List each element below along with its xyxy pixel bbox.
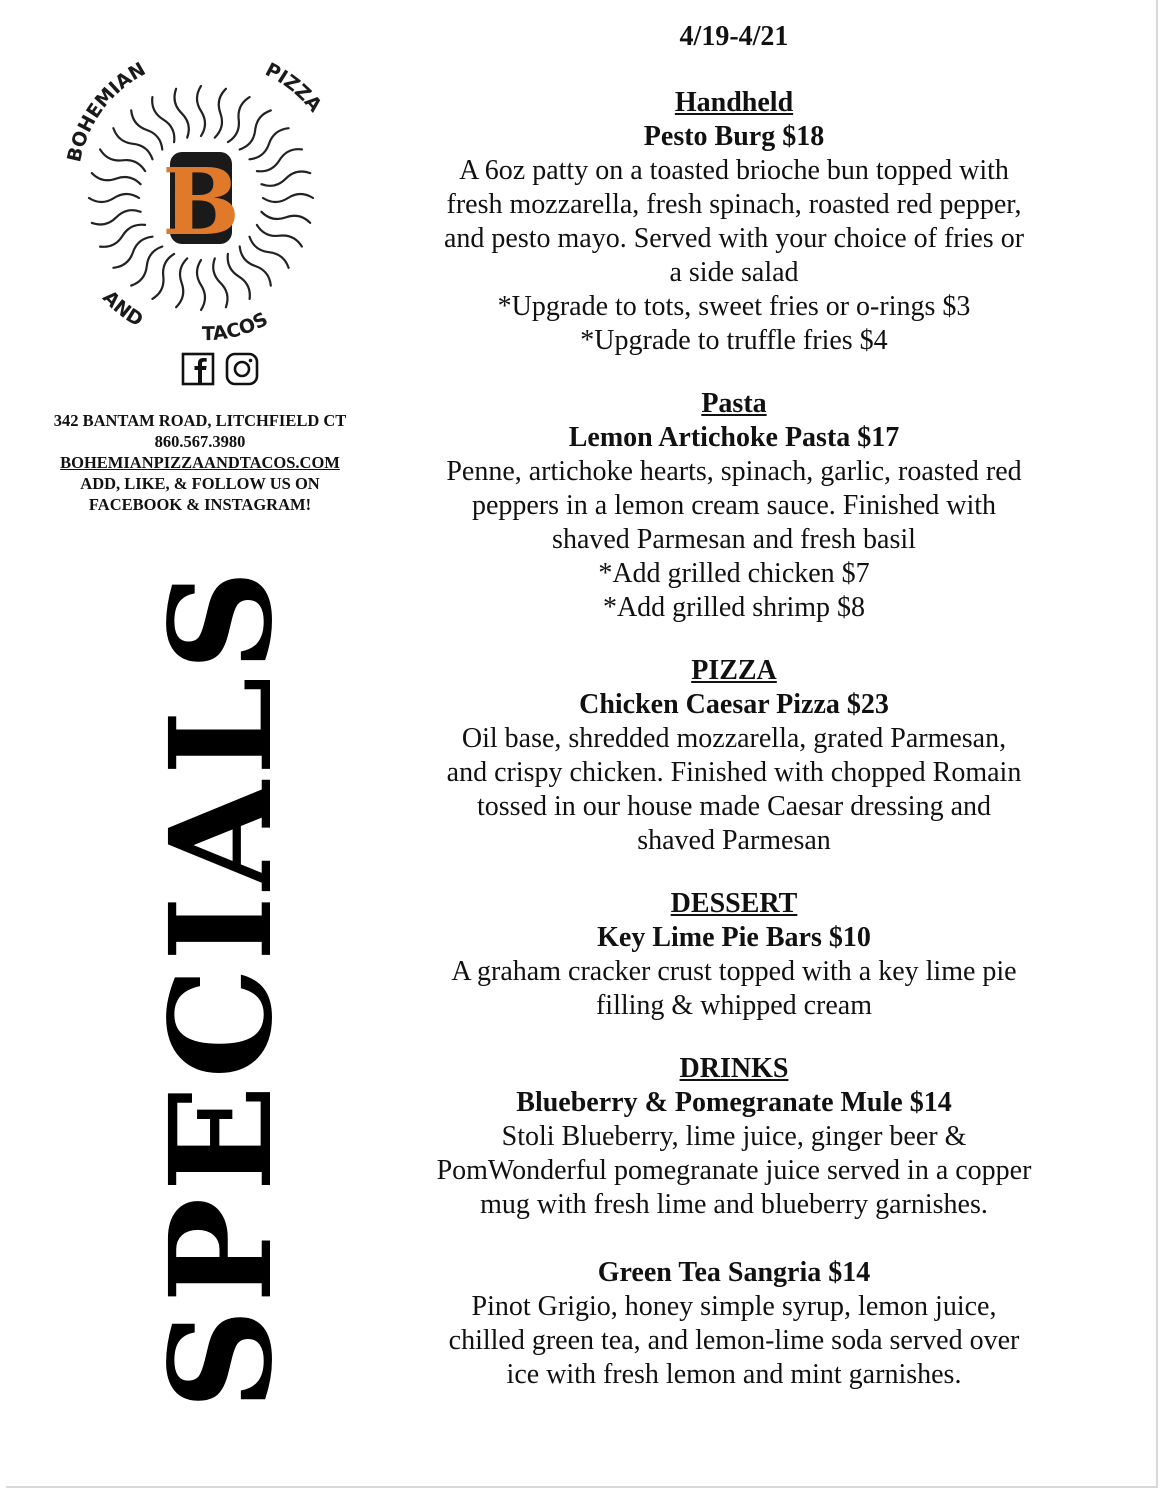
- item-name: Key Lime Pie Bars $10: [597, 922, 871, 953]
- logo-ray: [197, 260, 205, 310]
- specials-title: SPECIALS: [140, 563, 304, 1410]
- logo-ray: [100, 149, 145, 171]
- follow-text-1: ADD, LIKE, & FOLLOW US ON: [80, 474, 320, 493]
- item-description: and crispy chicken. Finished with chopped Romain: [446, 757, 1022, 788]
- item-description: tossed in our house made Caesar dressing and: [477, 791, 991, 822]
- item-description: a side salad: [669, 257, 799, 288]
- category-heading: Handheld: [674, 87, 794, 118]
- logo-ray: [197, 86, 205, 136]
- logo-ray: [250, 237, 289, 268]
- logo-ray: [131, 247, 162, 286]
- item-description: Pinot Grigio, honey simple syrup, lemon juice,: [471, 1291, 997, 1322]
- logo-ray: [213, 258, 227, 307]
- logo-text-bohemian: BOHEMIAN: [63, 58, 150, 165]
- item-description: filling & whipped cream: [595, 990, 873, 1021]
- item-addon: *Add grilled shrimp $8: [602, 592, 866, 623]
- item-name: Green Tea Sangria $14: [597, 1257, 871, 1288]
- logo-ray: [113, 128, 152, 159]
- logo-text-and: AND: [98, 286, 147, 332]
- logo-ray: [152, 254, 174, 299]
- follow-text-2: FACEBOOK & INSTAGRAM!: [88, 495, 312, 514]
- section-handheld: [384, 86, 1084, 358]
- section-pizza: [384, 654, 1084, 858]
- item-name: Pesto Burg $18: [643, 121, 825, 152]
- logo-ray: [215, 89, 226, 138]
- website-link[interactable]: BOHEMIANPIZZAANDTACOS.COM: [60, 453, 340, 472]
- item-addon: *Add grilled chicken $7: [598, 558, 870, 589]
- item-description: ice with fresh lemon and mint garnishes.: [506, 1359, 962, 1390]
- logo-graphic: [52, 48, 352, 348]
- address: 342 BANTAM ROAD, LITCHFIELD CT: [53, 411, 347, 430]
- logo-ray: [176, 258, 187, 307]
- social-links: [181, 352, 259, 386]
- logo-ray: [92, 173, 141, 184]
- item-upgrade: *Upgrade to truffle fries $4: [580, 325, 888, 356]
- item-description: Penne, artichoke hearts, spinach, garlic, roasted red: [446, 456, 1022, 487]
- spacer: [384, 1222, 1084, 1256]
- brand-logo: [52, 48, 352, 358]
- item-name: Chicken Caesar Pizza $23: [579, 689, 889, 720]
- logo-ray: [263, 194, 313, 202]
- instagram-icon[interactable]: [225, 352, 259, 386]
- item-description: Oil base, shredded mozzarella, grated Parmesan,: [461, 723, 1007, 754]
- item-description: peppers in a lemon cream sauce. Finished with: [471, 490, 997, 521]
- date-range: 4/19-4/21: [679, 21, 789, 52]
- phone-number: 860.567.3980: [154, 432, 246, 451]
- item-description: A 6oz patty on a toasted brioche bun topped with: [459, 155, 1009, 186]
- logo-ray: [261, 212, 310, 223]
- logo-ray: [228, 97, 250, 142]
- logo-text-pizza: PIZZA: [261, 58, 327, 117]
- item-description: and pesto mayo. Served with your choice of fries or: [443, 223, 1025, 254]
- category-heading: DESSERT: [670, 888, 798, 919]
- contact-info: [22, 410, 378, 515]
- logo-ray: [261, 171, 310, 185]
- logo-ray: [89, 194, 139, 202]
- category-heading: Pasta: [701, 388, 767, 419]
- category-heading: PIZZA: [691, 655, 777, 686]
- item-description: Stoli Blueberry, lime juice, ginger beer &: [501, 1121, 967, 1152]
- item-name: Lemon Artichoke Pasta $17: [568, 422, 900, 453]
- item-description: chilled green tea, and lemon-lime soda served over: [448, 1325, 1020, 1356]
- item-description: shaved Parmesan and fresh basil: [552, 524, 916, 555]
- item-name: Blueberry & Pomegranate Mule $14: [516, 1087, 952, 1118]
- item-description: PomWonderful pomegranate juice served in a copper: [436, 1155, 1032, 1186]
- item-description: A graham cracker crust topped with a key lime pie: [451, 956, 1017, 987]
- logo-letter: B: [162, 148, 240, 256]
- section-dessert: [384, 887, 1084, 1023]
- category-heading: DRINKS: [679, 1053, 789, 1084]
- facebook-icon[interactable]: [181, 352, 215, 386]
- item-description: shaved Parmesan: [637, 825, 831, 856]
- section-drinks: [384, 1052, 1084, 1392]
- specials-menu: [384, 18, 1084, 1392]
- logo-ray: [257, 225, 302, 247]
- logo-text-tacos: TACOS: [201, 308, 272, 346]
- section-pasta: [384, 387, 1084, 625]
- logo-ray: [174, 89, 188, 138]
- logo-ray: [240, 110, 271, 149]
- item-upgrade: *Upgrade to tots, sweet fries or o-rings $3: [497, 291, 971, 322]
- logo-ray: [92, 210, 141, 224]
- item-description: fresh mozzarella, fresh spinach, roasted red pepper,: [446, 189, 1022, 220]
- item-description: mug with fresh lime and blueberry garnishes.: [480, 1189, 988, 1220]
